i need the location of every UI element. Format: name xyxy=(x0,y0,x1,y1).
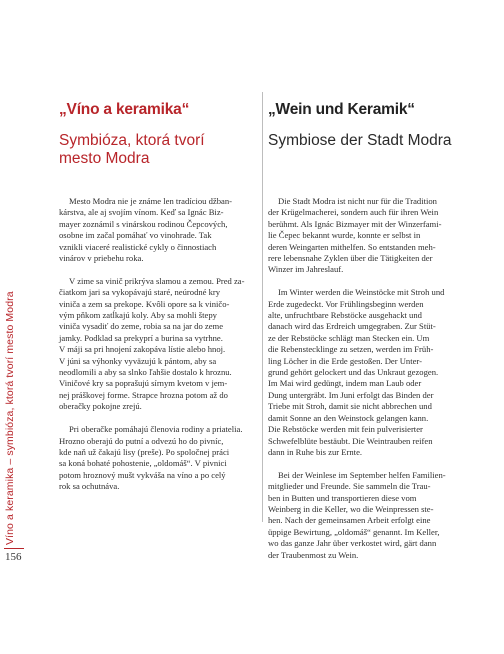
german-text-line: Dung untergräbt. Im Juni erfolgt das Binden der xyxy=(268,389,434,400)
slovak-text-line: Hroznо oberajú do putní a odvezú ho do pivníc, xyxy=(59,435,224,446)
german-text-line: Bei der Weinlese im September helfen Familien- xyxy=(278,469,446,480)
german-text-line: die Rebenstecklinge zu setzen, werden im Früh- xyxy=(268,344,434,355)
german-text-line: rere lebensnahe Zyklen über die Tätigkeiten der xyxy=(268,253,433,264)
german-text-line: grund gehört gelockert und das Unkraut gezogen. xyxy=(268,367,439,378)
slovak-subtitle-line: mesto Modra xyxy=(59,150,150,167)
slovak-body-text xyxy=(59,196,257,504)
slovak-text-line: viniča vysadiť do zeme, robia sa na jar do zeme xyxy=(59,321,224,332)
german-text-line: üppige Bewirtung, „oldomáš“ genannt. Im Keller, xyxy=(268,526,440,537)
german-text-line: ben in Butten und transportieren diese vom xyxy=(268,492,417,503)
slovak-text-line: oberačky pokojne zrejú. xyxy=(59,401,142,412)
slovak-text-line: jamky. Podklad sa prekyprí a burina sa vytrhne. xyxy=(59,332,223,343)
german-text-line: Winzer im Jahreslauf. xyxy=(268,264,344,275)
german-text-line: ling Löcher in die Erde gestoßen. Der Unter- xyxy=(268,355,422,366)
german-text-line: der Krügelmacherei, sondern auch für ihren Wein xyxy=(268,207,439,218)
german-text-line: Schwefelblüte bestäubt. Die Weintrauben reifen xyxy=(268,435,433,446)
slovak-text-line: viniča a zem sa prekope. Kvôli opore sa k viničo- xyxy=(59,298,230,309)
german-text-line: mitglieder und Freunde. Sie sammeln die Trau- xyxy=(268,481,431,492)
german-text-line: wo das ganze Jahr über verkostet wird, gärt dann xyxy=(268,538,437,549)
slovak-text-line: osobne im začal pomáhať vo vinohrade. Tak xyxy=(59,230,212,241)
slovak-text-line: Viničové kry sa poprašujú sírnym kvetom v jem- xyxy=(59,378,228,389)
running-title: Víno a keramika – symbióza, ktorá tvorí mesto Modra xyxy=(4,291,16,545)
german-text-line: Im Mai wird gedüngt, indem man Laub oder xyxy=(268,378,422,389)
german-text-line: der Traubenmost zu Wein. xyxy=(268,549,359,560)
german-text-line: Im Winter werden die Weinstöcke mit Stroh und xyxy=(278,287,445,298)
slovak-subtitle xyxy=(59,132,239,168)
slovak-text-line: potom hroznový mušt vykváša na víno a po celý xyxy=(59,469,226,480)
slovak-text-line: V máji sa pri hnojení zakopáva lístie alebo hnoj. xyxy=(59,344,226,355)
running-title-rule xyxy=(4,548,24,549)
slovak-text-line: Mesto Modra nie je známe len tradíciou džban- xyxy=(69,196,232,206)
slovak-text-line: sa koná bohaté pohostenie, „oldomáš“. V pivnici xyxy=(59,458,227,469)
german-text-line: Die Stadt Modra ist nicht nur für die Tradition xyxy=(278,196,437,206)
slovak-text-line: neodlomili a aby sa slnko ľahšie dostalo k hroznu. xyxy=(59,367,232,378)
german-paragraph xyxy=(268,470,468,561)
german-text-line: danach wird das Erdreich umgegraben. Zur Stüt- xyxy=(268,321,436,332)
slovak-subtitle-line: Symbióza, ktorá tvorí xyxy=(59,132,205,149)
german-subtitle-line: Symbiose der Stadt Modra xyxy=(268,132,452,149)
slovak-paragraph xyxy=(59,424,257,492)
slovak-text-line: vinárov v priebehu roka. xyxy=(59,253,144,264)
slovak-text-line: kárstva, ale aj svojím vínom. Keď sa Ignác Biz- xyxy=(59,207,224,218)
slovak-text-line: nej práškovej forme. Strapce hrozna potom až do xyxy=(59,389,228,400)
german-body-text xyxy=(268,196,468,572)
slovak-paragraph xyxy=(59,276,257,413)
slovak-text-line: čiatkom jari sa vykopávajú staré, neúrodné kry xyxy=(59,287,221,298)
german-text-line: dann in Ruhe bis zur Ernte. xyxy=(268,446,363,457)
page-number: 156 xyxy=(5,551,22,563)
slovak-text-line: kde naň už čakajú lisy (preše). Po spoločnej práci xyxy=(59,446,230,457)
german-text-line: lie Čepec bekannt wurde, konnte er selbst in xyxy=(268,230,421,241)
slovak-text-line: Pri oberačke pomáhajú členovia rodiny a priatelia. xyxy=(69,424,243,435)
german-text-line: berühmt. Als Ignác Bizmayer mit der Winzerfami- xyxy=(268,218,442,229)
german-paragraph xyxy=(268,196,468,276)
slovak-text-line: vým pňkom zatĺkajú koly. Aby sa mohli štepy xyxy=(59,310,217,321)
german-text-line: ze der Rebstöcke schlägt man Stecken ein. Um xyxy=(268,332,430,343)
german-text-line: alte, unfruchtbare Rebstöcke ausgehackt und xyxy=(268,310,422,321)
german-text-line: deren Weingarten mithelfen. So entstanden meh- xyxy=(268,241,436,252)
slovak-paragraph xyxy=(59,196,257,264)
german-text-line: hen. Nach der gemeinsamen Arbeit erfolgt eine xyxy=(268,515,431,526)
slovak-text-line: vznikli viaceré realistické cykly o činnostiach xyxy=(59,241,217,252)
slovak-title: „Víno a keramika“ xyxy=(59,101,190,118)
column-divider xyxy=(262,92,263,522)
slovak-text-line: rok sa ochutnáva. xyxy=(59,481,120,492)
german-text-line: Die Rebstöcke werden mit fein pulverisierter xyxy=(268,424,423,435)
german-paragraph xyxy=(268,287,468,458)
slovak-text-line: mayer zoznámil s vinárskou rodinou Čepcových, xyxy=(59,218,228,229)
german-title: „Wein und Keramik“ xyxy=(268,101,415,118)
german-text-line: Erde zugedeckt. Vor Frühlingsbeginn werden xyxy=(268,298,424,309)
german-text-line: Triebe mit Stroh, damit sie nicht abbrechen und xyxy=(268,401,432,412)
german-text-line: Weinberg in die Keller, wo die Weinpressen ste- xyxy=(268,503,434,514)
slovak-text-line: V zime sa vinič prikrýva slamou a zemou. Pred za- xyxy=(69,275,245,286)
german-text-line: damit Sonne an den Weinstock gelangen kann. xyxy=(268,412,429,423)
german-subtitle xyxy=(268,132,478,150)
slovak-text-line: V júni sa výhonky vyväzujú k pántom, aby sa xyxy=(59,355,217,366)
